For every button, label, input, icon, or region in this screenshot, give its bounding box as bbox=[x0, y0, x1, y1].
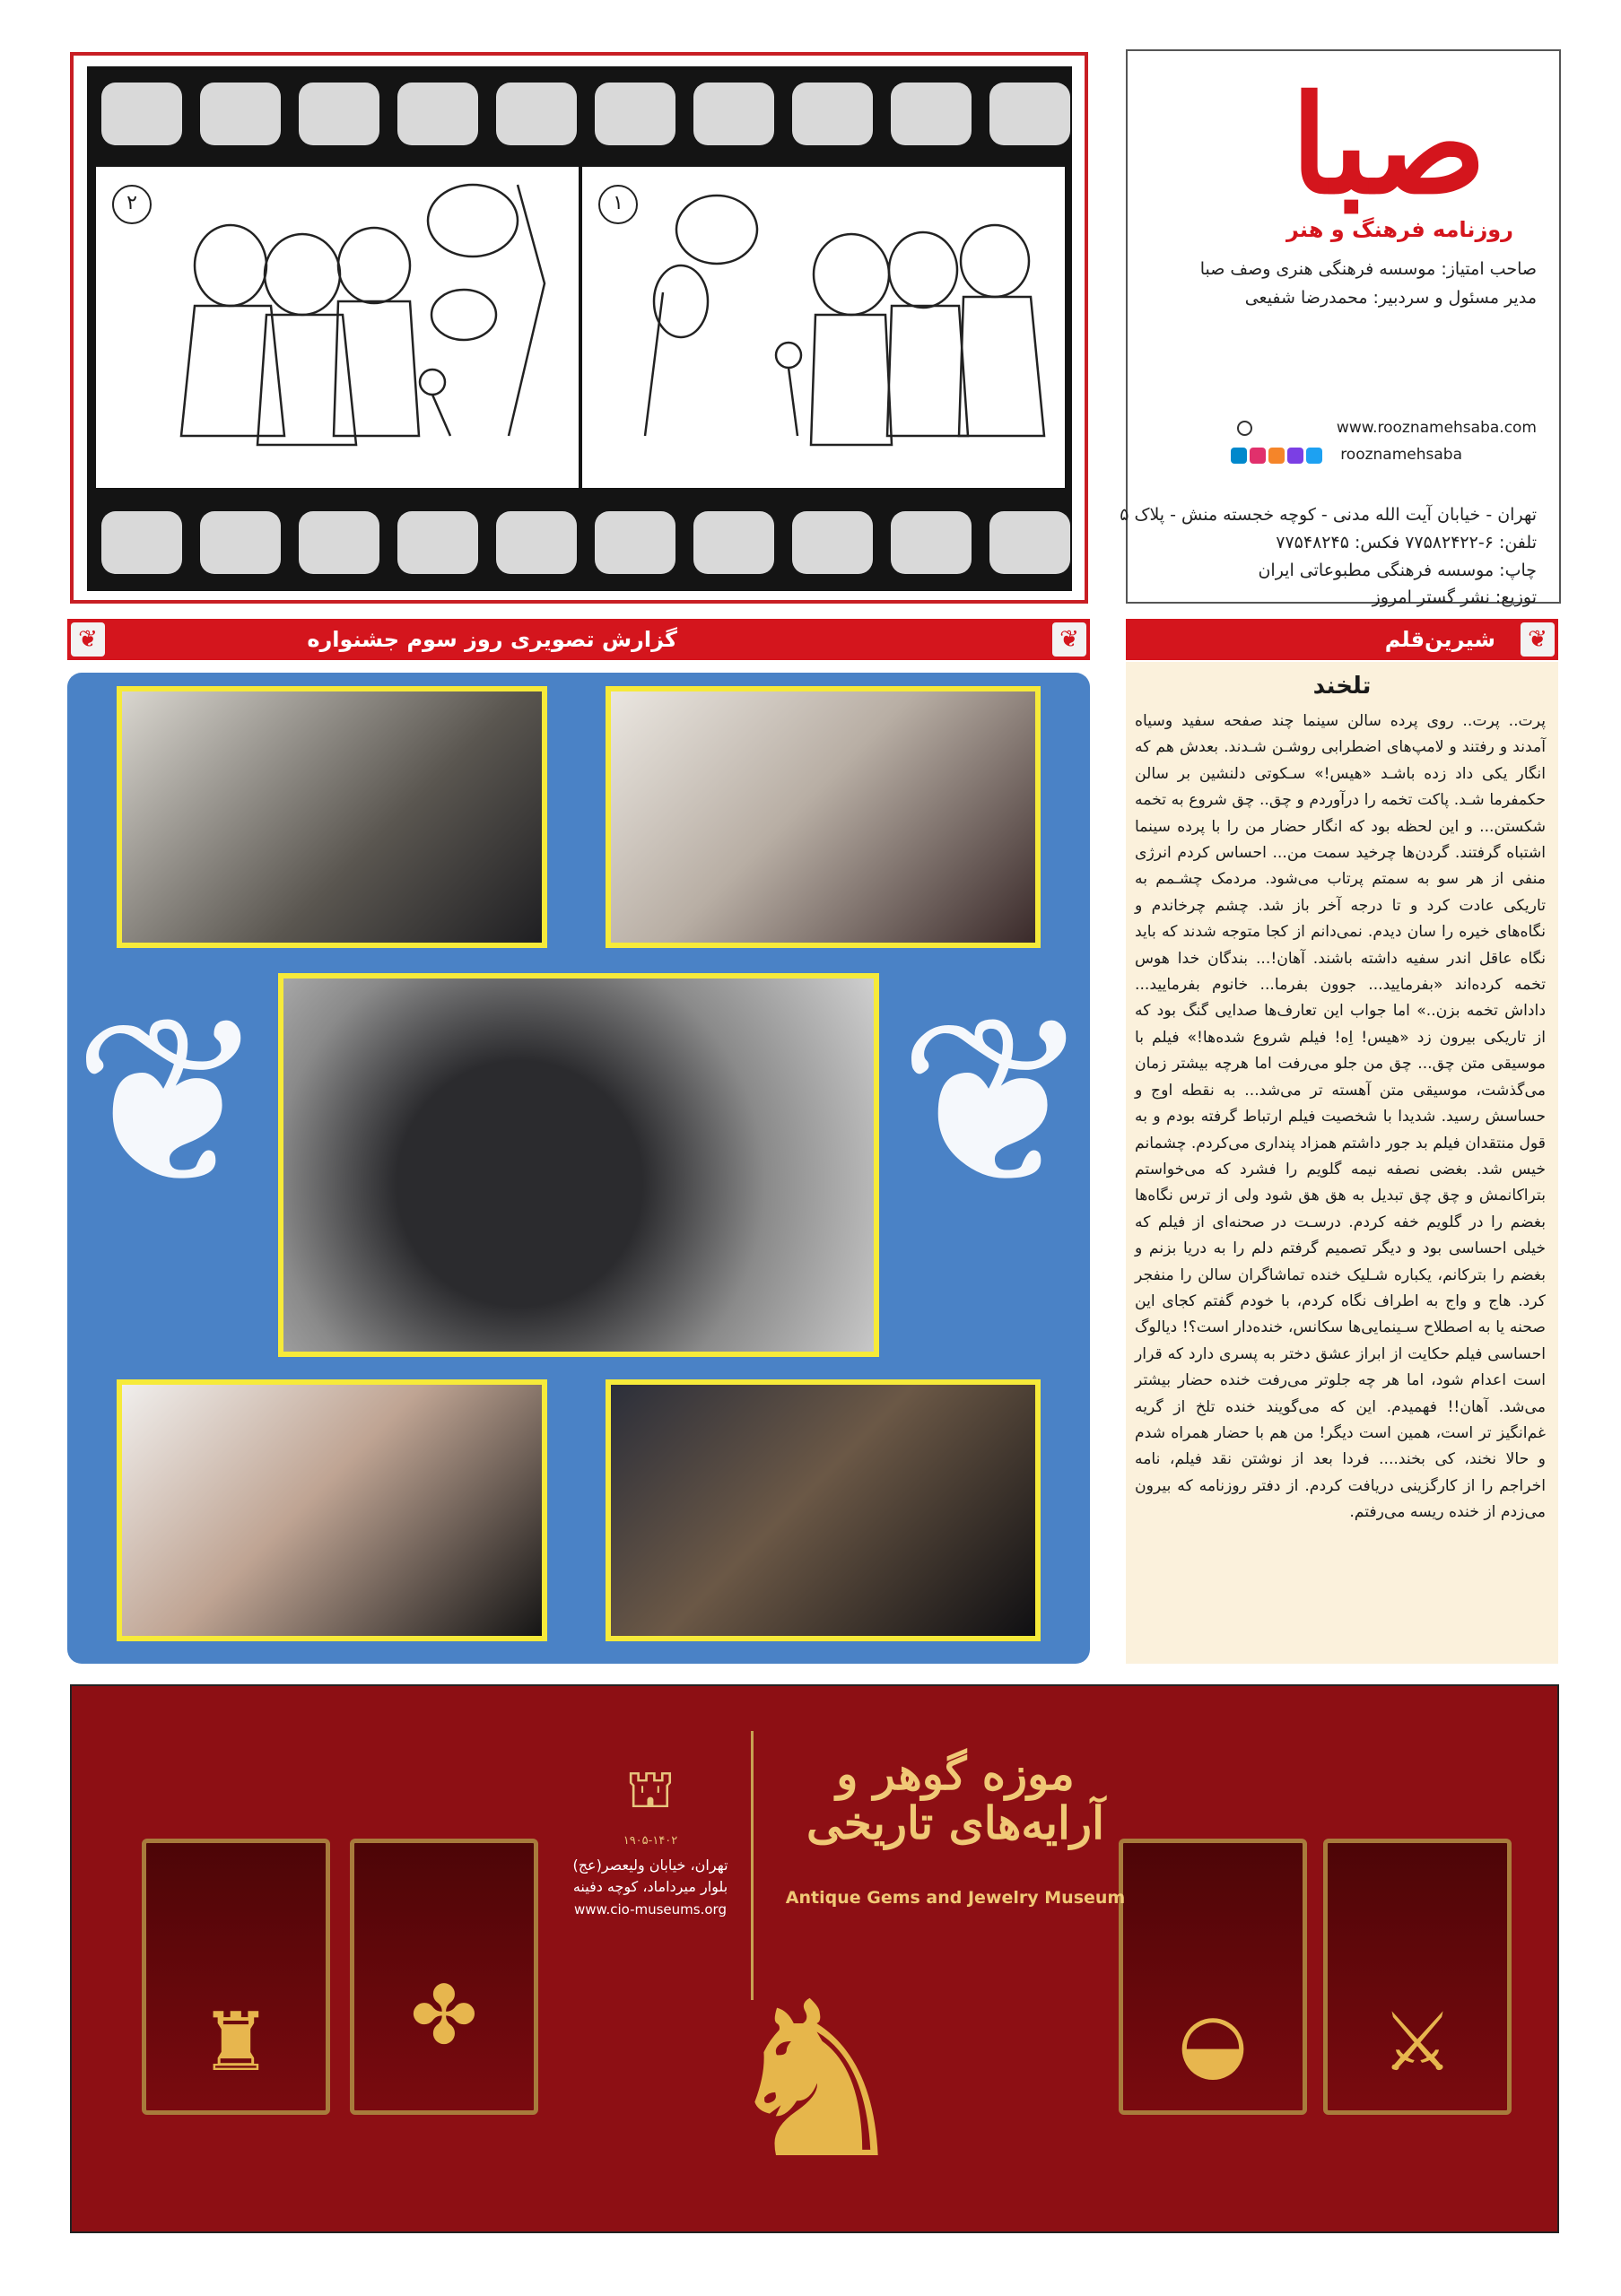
column-title: تلخند bbox=[1312, 673, 1372, 700]
photo-report-header bbox=[67, 619, 1090, 660]
logo-years: ۱۹۰۵-۱۴۰۲ bbox=[623, 1834, 678, 1848]
column-body: پرت.. پرت.. روی پرده سالن سینما چند صفحه سفید وسیاه آمدند و رفتند و لامپ‌های اضطرابی روشـن شـدند. بعدش هم که انگار یکی داد زده باشـد «هیس!» سـکوتی دلنشین بر سالن حکمفرما شـد. پاکت تخمه را درآوردم و چق.. چق شروع به تخمه شکستن... و این لحظه بود که انگار حضار من را با پرده سینما اشتباه گرفتند. گردن‌ها چرخید سمت من... احساس کردم انرژی منفی از هر سو به سمتم پرتاب می‌شود. مردمک چشـمم به تاریکی عادت کرد و تا درجه آخر باز شد. چشم چرخاندم و نگاه‌های خیره را سان دیدم. نمی‌دانم از کجا متوجه شدند که باید نگاه عاقل اندر سفیه داشته باشند. آهان!... بندگان خدا هوس تخمه کرده‌اند «بفرمایید... جوون بفرما... خانوم بفرمایید... داداش تخمه بزن..» اما جواب این تعارف‌ها صدایی گنگ بود که از تاریکی بیرون زد «هیس! اِه! فیلم شروع شده‌ها!» فیلم با موسیقی متن چق... چق من جلو می‌رفت اما هرچه بیشتر زمان می‌گذشت، موسیقی متن آهسته تر می‌شد... به نقطه اوج و حساسش رسید. شدیدا با شخصیت فیلم ارتباط گرفته بودم و به قول منتقدان فیلم بد جور داشتم همزاد پنداری می‌کردم. چشمانم خیس شد. بغضی نصفه نیمه گلویم را فشرد که می‌خواستم بتراکانمش و چق چق تبدیل به هق هق شود ولی از ترس نگاه‌ها بغضم را در گلویم خفه کردم. درسـت در صحنه‌ای از فیلم که خیلی احساسی بود و دیگر تصمیم گرفتم دلم را به دریا بزنم و بغضم را بترکانم، یکباره شـلیک خنده تماشاگران سالن را منفجر کرد. هاج و واج به اطراف نگاه کردم، با خودم گفتم کجای این صحنه یا به اصطلاح سـینمایی‌ها سکانس، خنده‌دار است؟! دیالوگ احساسی فیلم حکایت از ابراز عشق دختر به پسری دارد که قرار است اعدام شود، اما هر چه جلوتر می‌رفت خنده حضار بیشتر می‌شد. آهان!! فهمیدم. این که می‌گویند خنده تلخ از گریه غم‌انگیز تر است، همین است دیگر! من هم با حضار همراه شدم و حالا نخند، کی بخند.... فردا بعد از نوشتن نقد فیلم، نامه اخراجم را از کارگزینی دریافت کردم. از دفتر روزنامه که بیرون می‌زدم از خنده ریسه می‌رفتم. bbox=[1135, 712, 1546, 1522]
instagram-icon[interactable] bbox=[1250, 448, 1266, 464]
gold-bowl-icon: ◒ bbox=[1177, 1996, 1249, 2090]
gold-cup-icon: ♜ bbox=[199, 1996, 273, 2090]
distribution-line: توزیع: نشر گستر امروز bbox=[1372, 587, 1537, 607]
simorgh-icon: ❦ bbox=[71, 622, 105, 657]
display-case-2 bbox=[350, 1839, 538, 2115]
photo-report-title: گزارش تصویری روز سوم جشنواره bbox=[307, 627, 677, 652]
display-case-3 bbox=[1119, 1839, 1307, 2115]
column-box bbox=[1126, 662, 1558, 1664]
photo-woman-in-hijab bbox=[117, 1379, 547, 1641]
twitter-icon[interactable] bbox=[1306, 448, 1322, 464]
simorgh-icon: ❦ bbox=[1521, 622, 1555, 657]
website-link[interactable]: www.rooznamehsaba.com bbox=[1336, 419, 1537, 437]
aparat-icon[interactable] bbox=[1268, 448, 1285, 464]
cartoon-panel-2 bbox=[96, 167, 579, 488]
ad-title: موزه گوهر و آرایه‌های تاریخی bbox=[806, 1747, 1104, 1849]
ad-address-1: تهران، خیابان ولیعصر(عج) bbox=[572, 1857, 728, 1874]
simorgh-icon: ❦ bbox=[1052, 622, 1086, 657]
newspaper-logo bbox=[1181, 66, 1522, 248]
owner-line: صاحب امتیاز: موسسه فرهنگی هنری وصف صبا bbox=[1199, 259, 1537, 279]
gold-necklace-icon: ✤ bbox=[410, 1969, 478, 2063]
photo-young-man bbox=[606, 1379, 1041, 1641]
cartoon-drawing-1 bbox=[582, 167, 1065, 488]
logo-subtitle: روزنامه فرهنگ و هنر bbox=[1286, 217, 1513, 242]
photo-camera-monitor bbox=[278, 973, 879, 1357]
eitaa-icon[interactable] bbox=[1287, 448, 1303, 464]
editor-line: مدیر مسئول و سردبیر: محمدرضا شفیعی bbox=[1244, 288, 1537, 308]
film-strip bbox=[87, 66, 1072, 591]
simorgh-icon: ❦ bbox=[72, 968, 267, 1239]
address-line: تهران - خیابان آیت الله مدنی - کوچه خجسته منش - پلاک ۵ bbox=[1120, 505, 1537, 525]
simorgh-icon: ❦ bbox=[897, 968, 1093, 1239]
telegram-icon[interactable] bbox=[1231, 448, 1247, 464]
column-header-label: شیرین‌قلم bbox=[1384, 627, 1495, 652]
display-case-1 bbox=[142, 1839, 330, 2115]
masthead bbox=[1120, 49, 1561, 607]
phone-line: تلفن: ۶-۷۷۵۸۲۴۲۲ فکس: ۷۷۵۴۸۲۴۵ bbox=[1276, 533, 1537, 552]
cartoon-drawing-2 bbox=[96, 167, 579, 488]
cartoon-panel-1 bbox=[582, 167, 1065, 488]
golden-horse-icon: ♞ bbox=[719, 1955, 913, 2206]
panel-number: ۱ bbox=[598, 185, 638, 224]
photo-man-with-cap bbox=[117, 686, 547, 948]
logo-text: صبا bbox=[1290, 66, 1486, 224]
display-case-4 bbox=[1323, 1839, 1512, 2115]
social-handle: rooznamehsaba bbox=[1340, 446, 1462, 464]
social-icons bbox=[1231, 448, 1322, 464]
dagger-icon: ⚔ bbox=[1381, 1996, 1454, 2090]
film-perforations-top bbox=[101, 83, 1070, 145]
panel-number: ۲ bbox=[112, 185, 152, 224]
printer-line: چاپ: موسسه فرهنگی مطبوعاتی ایران bbox=[1258, 561, 1537, 580]
photo-report-panel bbox=[67, 673, 1093, 1664]
museum-logo-icon: ⛫ bbox=[625, 1758, 675, 1821]
globe-icon bbox=[1237, 421, 1252, 436]
cartoon-frame bbox=[70, 52, 1088, 604]
film-perforations-bottom bbox=[101, 511, 1070, 574]
column-header bbox=[1126, 619, 1558, 660]
ad-website[interactable]: www.cio-museums.org bbox=[574, 1901, 727, 1918]
museum-advertisement bbox=[70, 1684, 1559, 2233]
ad-address-2: بلوار میرداماد، کوچه دفینه bbox=[572, 1878, 728, 1895]
photo-man-with-glasses bbox=[606, 686, 1041, 948]
ad-subtitle: Antique Gems and Jewelry Museum bbox=[785, 1888, 1126, 1908]
